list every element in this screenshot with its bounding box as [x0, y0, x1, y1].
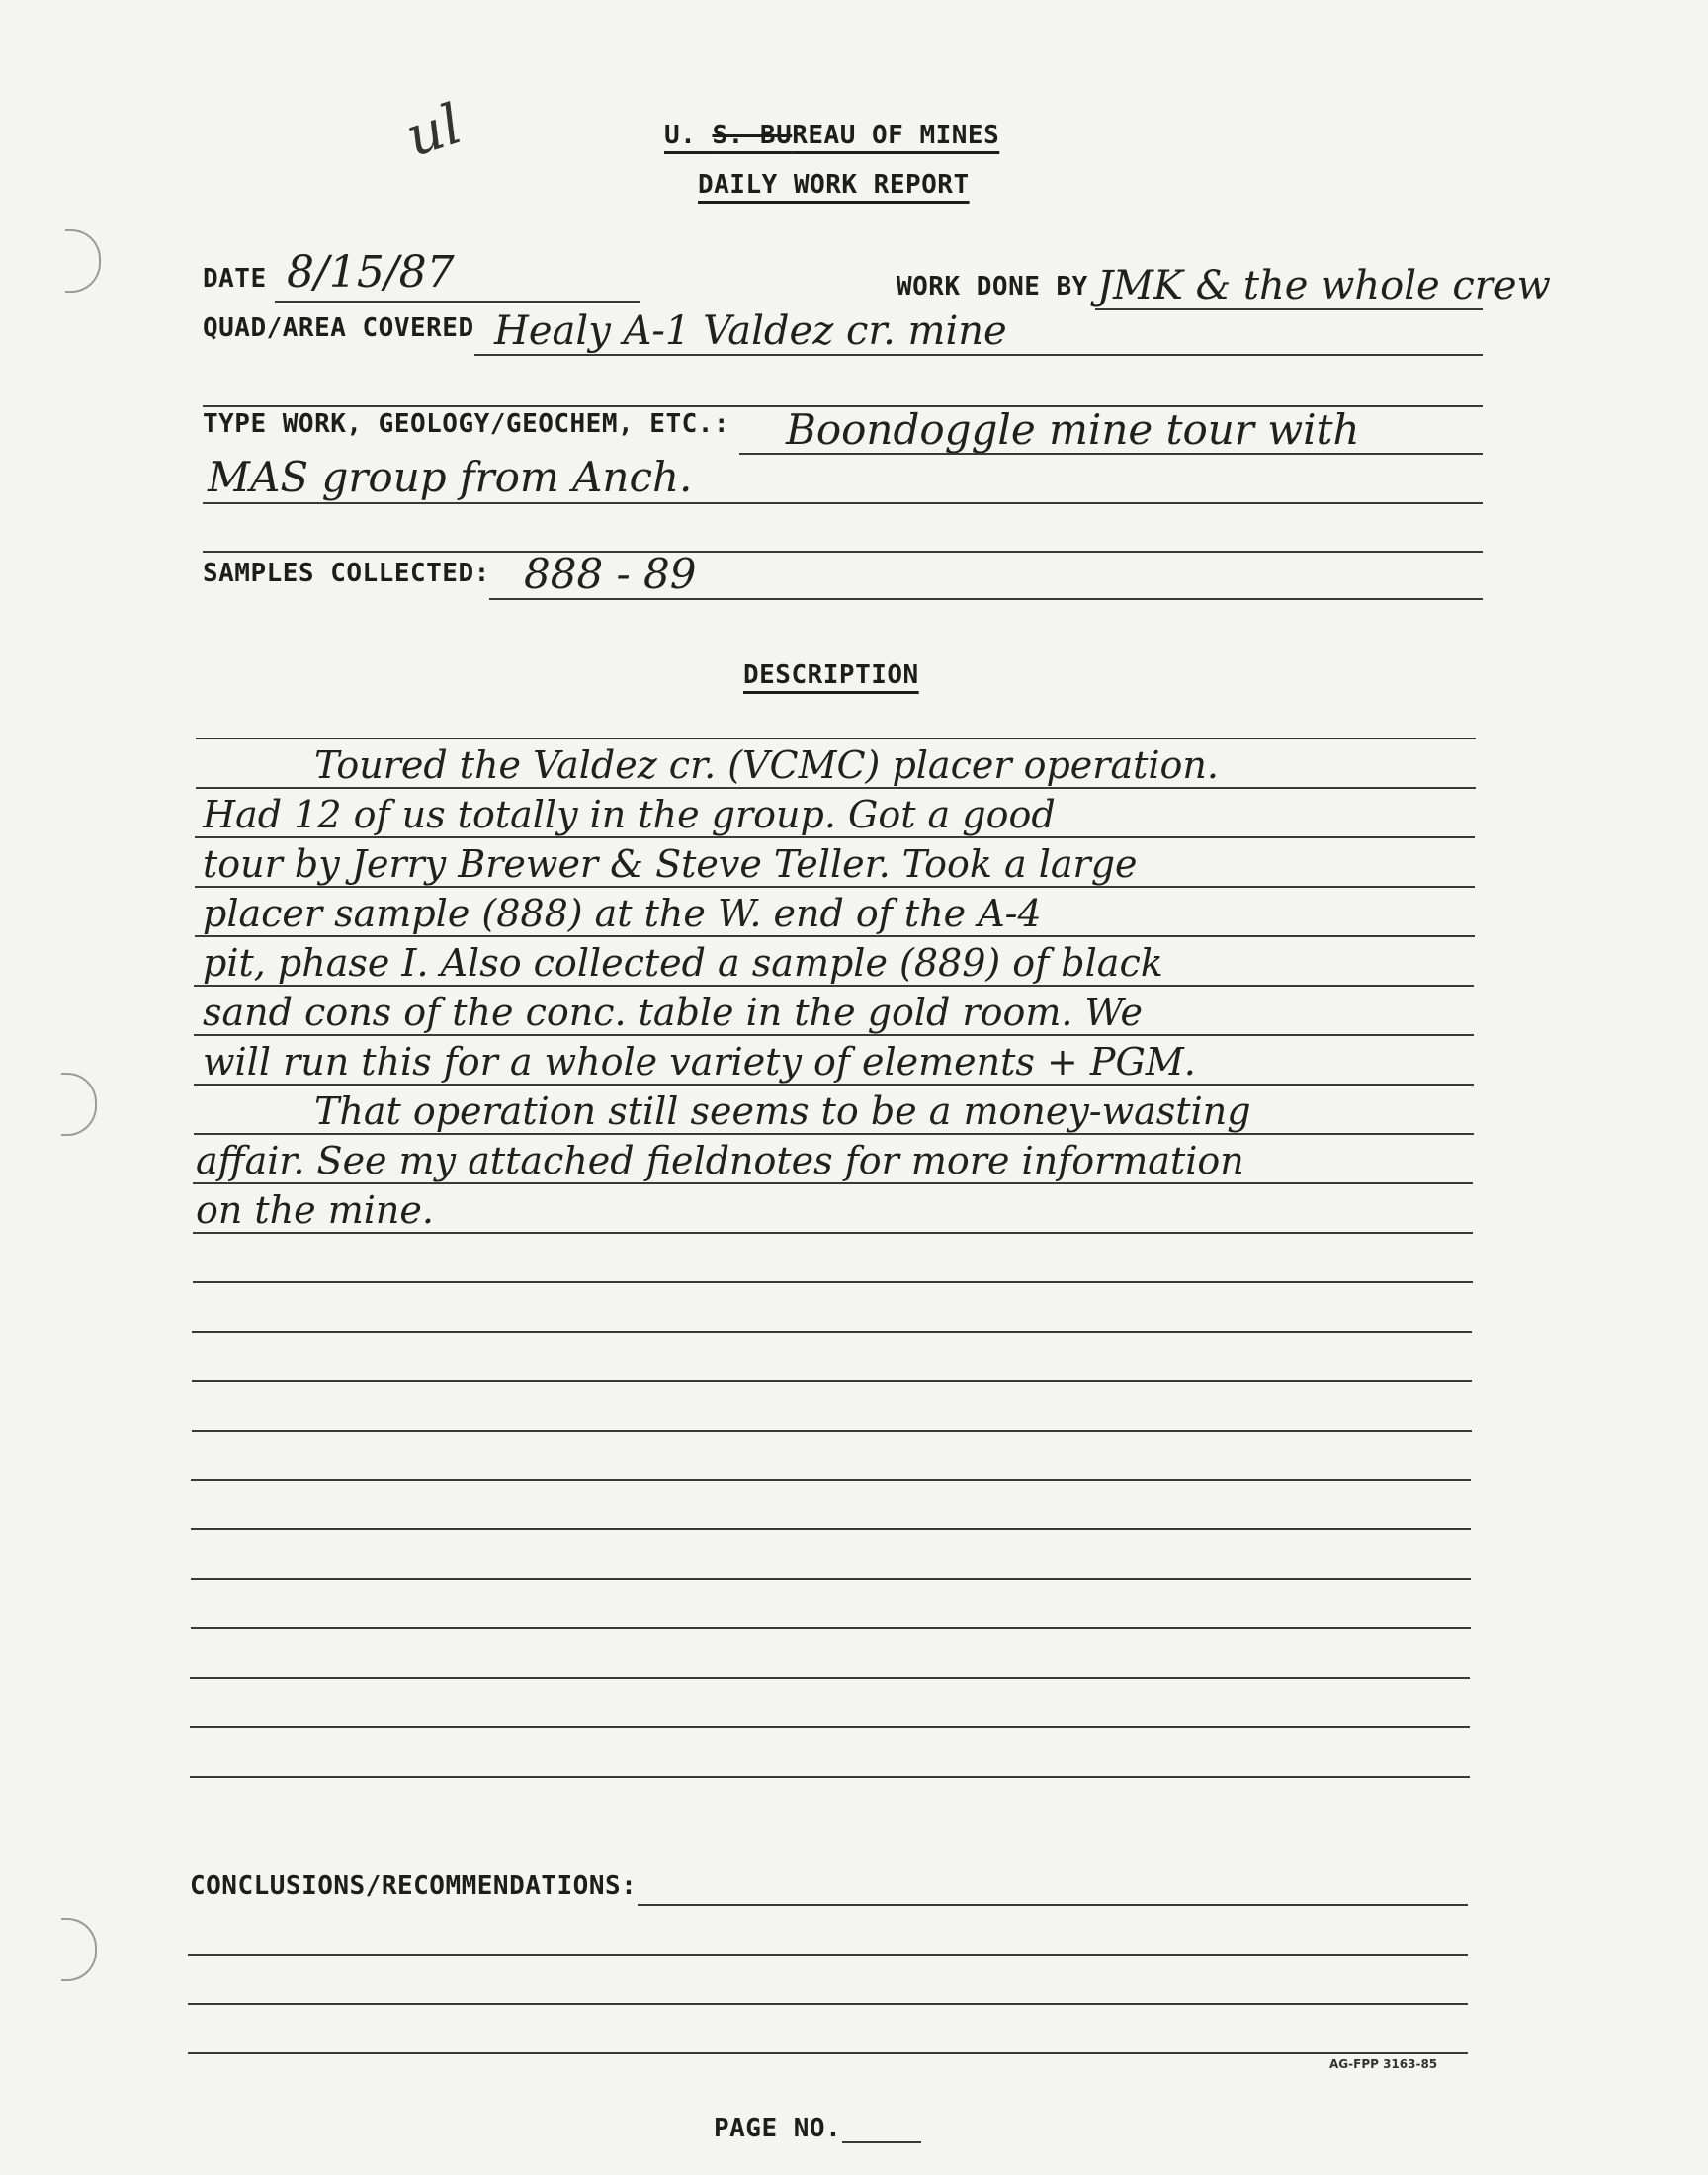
date-value: 8/15/87 [287, 247, 455, 298]
description-line: pit, phase I. Also collected a sample (889) of black [203, 941, 1163, 985]
reviewer-initials: ul [398, 92, 470, 170]
description-ruled-line [191, 1578, 1471, 1580]
description-ruled-line [194, 985, 1474, 987]
conclusions-line [638, 1904, 1468, 1906]
type-work-line [739, 453, 1483, 455]
date-line [275, 301, 640, 303]
description-ruled-line [194, 1133, 1474, 1135]
description-line: That operation still seems to be a money-wasting [314, 1089, 1251, 1133]
description-ruled-line [196, 738, 1476, 740]
type-work-line2: MAS group from Anch. [208, 453, 693, 501]
description-line: sand cons of the conc. table in the gold room. We [203, 991, 1143, 1034]
agency-name: U. S. BUREAU OF MINES [664, 121, 1000, 150]
description-ruled-line [193, 1281, 1473, 1283]
description-ruled-line [190, 1677, 1470, 1679]
description-ruled-line [191, 1528, 1471, 1530]
description-ruled-line [191, 1479, 1471, 1481]
description-ruled-line [194, 1084, 1474, 1086]
description-ruled-line [195, 935, 1475, 937]
binder-hole-top [65, 229, 101, 293]
quad-label: QUAD/AREA COVERED [203, 313, 474, 343]
type-work-line-3 [203, 551, 1483, 553]
work-done-by-value: JMK & the whole crew [1097, 263, 1551, 308]
page-number-label: PAGE NO. [714, 2114, 842, 2143]
description-ruled-line [190, 1776, 1470, 1778]
quad-line [474, 354, 1483, 356]
description-ruled-line [193, 1232, 1473, 1234]
description-line: Toured the Valdez cr. (VCMC) placer operation. [314, 743, 1219, 787]
description-ruled-line [192, 1380, 1472, 1382]
description-ruled-line [192, 1331, 1472, 1333]
description-line: placer sample (888) at the W. end of the A-4 [203, 892, 1042, 935]
description-line: Had 12 of us totally in the group. Got a good [203, 793, 1056, 836]
binder-hole-middle [61, 1073, 97, 1136]
description-line: on the mine. [196, 1188, 434, 1232]
description-ruled-line [194, 1034, 1474, 1036]
description-ruled-line [192, 1430, 1472, 1432]
description-line: tour by Jerry Brewer & Steve Teller. Took a large [203, 842, 1138, 886]
description-ruled-line [191, 1627, 1471, 1629]
page-number-line [842, 2141, 921, 2143]
description-ruled-line [193, 1182, 1473, 1184]
description-heading: DESCRIPTION [743, 660, 919, 690]
description-ruled-line [195, 836, 1475, 838]
description-line: will run this for a whole variety of elements + PGM. [203, 1040, 1196, 1084]
samples-line [489, 598, 1483, 600]
description-line: affair. See my attached fieldnotes for more information [196, 1139, 1244, 1182]
samples-value: 888 - 89 [524, 550, 697, 598]
type-work-line-2 [203, 502, 1483, 504]
conclusions-label: CONCLUSIONS/RECOMMENDATIONS: [190, 1871, 638, 1901]
description-ruled-line [196, 787, 1476, 789]
conclusions-line-3 [188, 2003, 1468, 2005]
date-label: DATE [203, 264, 267, 294]
quad-value: Healy A-1 Valdez cr. mine [494, 308, 1007, 354]
work-done-by-label: WORK DONE BY [897, 272, 1088, 302]
report-title: DAILY WORK REPORT [698, 170, 970, 200]
description-ruled-line [190, 1726, 1470, 1728]
type-work-line1: Boondoggle mine tour with [786, 405, 1360, 454]
binder-hole-bottom [61, 1918, 97, 1981]
work-done-by-line [1095, 308, 1483, 310]
conclusions-line-4 [188, 2052, 1468, 2054]
description-ruled-line [195, 886, 1475, 888]
type-work-label: TYPE WORK, GEOLOGY/GEOCHEM, ETC.: [203, 409, 730, 439]
samples-label: SAMPLES COLLECTED: [203, 559, 490, 588]
conclusions-line-2 [188, 1954, 1468, 1956]
form-code: AG-FPP 3163-85 [1329, 2057, 1438, 2071]
